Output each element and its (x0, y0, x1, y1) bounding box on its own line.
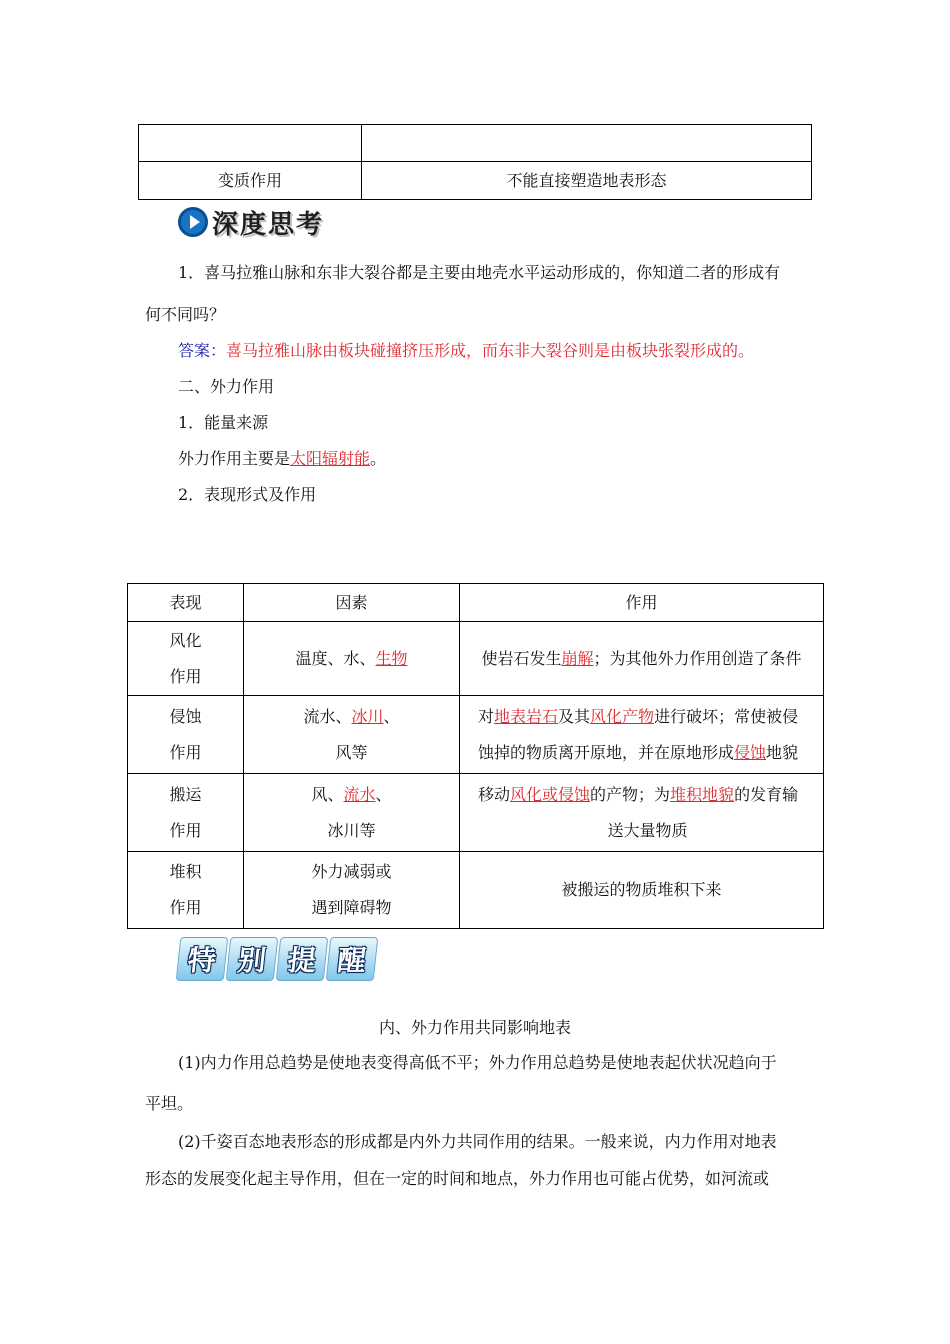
factor-cell: 温度、水、生物 (244, 622, 460, 696)
external-forces-table (127, 583, 824, 929)
factor-cell: 风、流水、 冰川等 (244, 774, 460, 852)
banner-deep-thinking-text: 深度思考 (212, 209, 325, 240)
top-table-cell-metamorphism-effect: 不能直接塑造地表形态 (362, 162, 812, 200)
arrow-circle-icon (178, 207, 208, 237)
banner-tile: 别 (226, 937, 279, 981)
table-row-erosion (128, 696, 824, 774)
table-header-row (128, 584, 824, 622)
form-cell: 侵蚀 作用 (128, 696, 244, 774)
header-form: 表现 (128, 584, 244, 622)
energy-sentence: 外力作用主要是太阳辐射能。 (178, 449, 387, 468)
top-table-cell (362, 125, 812, 162)
banner-tile: 特 (176, 937, 229, 981)
top-table-cell (139, 125, 362, 162)
section-heading-external: 二、外力作用 (178, 377, 275, 396)
header-effect: 作用 (460, 584, 824, 622)
table-row-deposition (128, 852, 824, 929)
subheading-forms: 2．表现形式及作用 (178, 485, 317, 504)
energy-key: 太阳辐射能 (290, 449, 371, 468)
question-1-cont: 何不同吗？ (145, 305, 226, 324)
paragraph-2-line-2: 形态的发展变化起主导作用，但在一定的时间和地点，外力作用也可能占优势，如河流或 (145, 1169, 770, 1188)
answer-text: 喜马拉雅山脉由板块碰撞挤压形成，而东非大裂谷则是由板块张裂形成的。 (226, 341, 755, 360)
effect-cell: 使岩石发生崩解；为其他外力作用创造了条件 (460, 622, 824, 696)
effect-cell: 移动风化或侵蚀的产物；为堆积地貌的发育输 送大量物质 (460, 774, 824, 852)
banner-tile: 提 (276, 937, 329, 981)
answer-label: 答案： (178, 341, 227, 360)
form-cell: 风化 作用 (128, 622, 244, 696)
table-row-weathering (128, 622, 824, 696)
table-row-transport (128, 774, 824, 852)
banner-special-reminder (178, 937, 378, 981)
factor-cell: 外力减弱或 遇到障碍物 (244, 852, 460, 929)
reminder-title: 内、外力作用共同影响地表 (378, 1018, 571, 1037)
form-cell: 搬运 作用 (128, 774, 244, 852)
form-cell: 堆积 作用 (128, 852, 244, 929)
effect-cell: 对地表岩石及其风化产物进行破坏；常使被侵 蚀掉的物质离开原地，并在原地形成侵蚀地貌 (460, 696, 824, 774)
top-table (138, 124, 812, 200)
paragraph-2-line-1: (2)千姿百态地表形态的形成都是内外力共同作用的结果。一般来说，内力作用对地表 (178, 1132, 777, 1151)
banner-deep-thinking (178, 200, 324, 244)
answer (178, 340, 848, 362)
header-factor: 因素 (244, 584, 460, 622)
banner-tile: 醒 (326, 937, 379, 981)
subheading-energy: 1．能量来源 (178, 413, 269, 432)
paragraph-1-line-1: (1)内力作用总趋势是使地表变得高低不平；外力作用总趋势是使地表起伏状况趋向于 (178, 1053, 777, 1072)
effect-cell: 被搬运的物质堆积下来 (460, 852, 824, 929)
top-table-cell-metamorphism: 变质作用 (139, 162, 362, 200)
paragraph-1-line-2: 平坦。 (145, 1094, 194, 1113)
question-1: 1．喜马拉雅山脉和东非大裂谷都是主要由地壳水平运动形成的，你知道二者的形成有 (178, 263, 781, 282)
factor-cell: 流水、冰川、 风等 (244, 696, 460, 774)
